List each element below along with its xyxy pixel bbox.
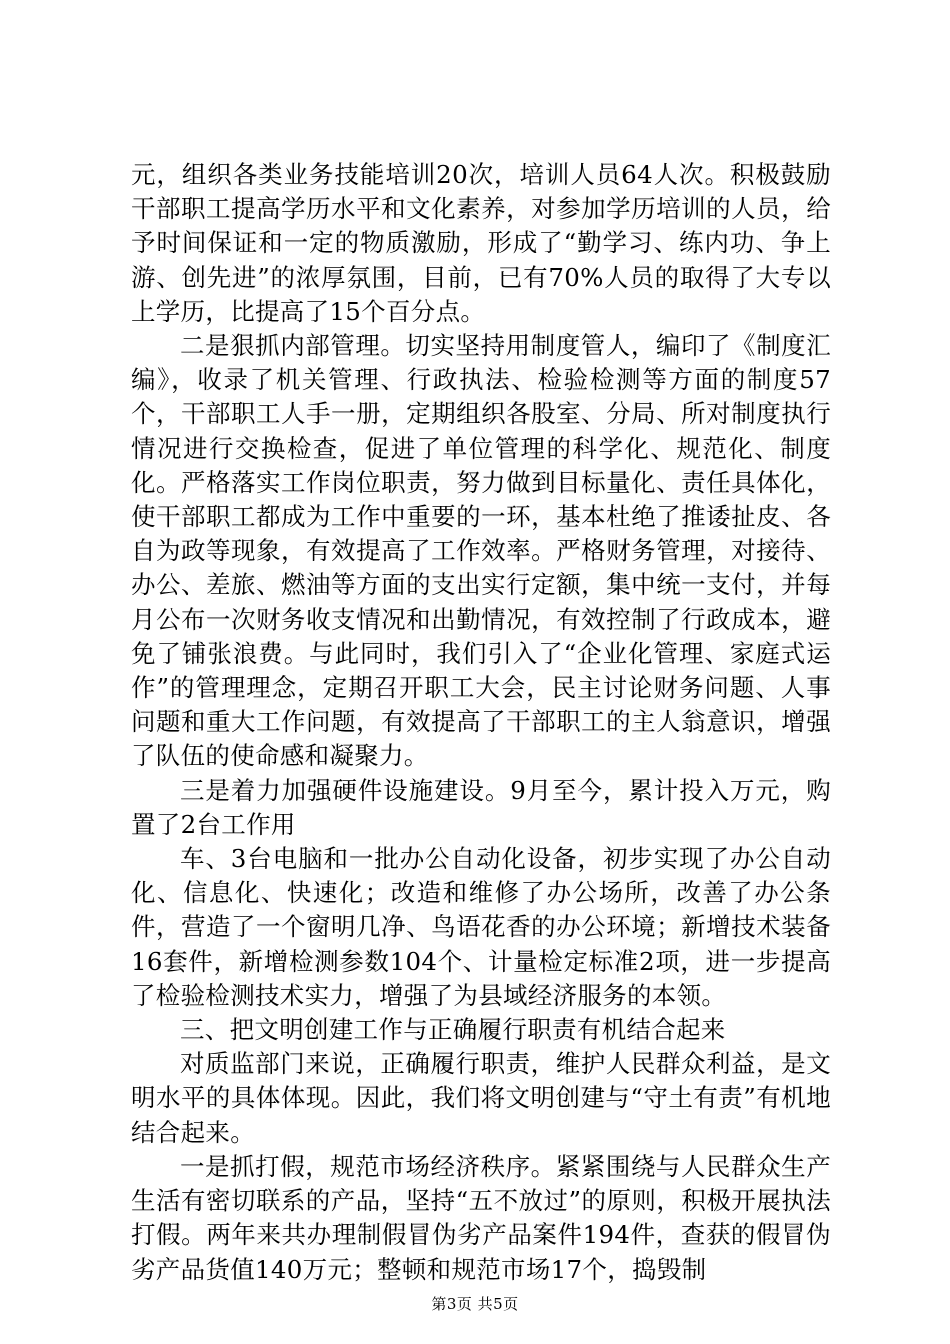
paragraph-4: 车、3台电脑和一批办公自动化设备，初步实现了办公自动化、信息化、快速化；改造和维修了办公场所，改善了办公条件，营造了一个窗明几净、鸟语花香的办公环境；新增技术装备16套件，新增检测参数104个、计量检定标准2项，进一步提高了检验检测技术实力，增强了为县域经济服务的本领。	[131, 844, 831, 1010]
document-body	[131, 158, 831, 1287]
paragraph-5: 对质监部门来说，正确履行职责，维护人民群众利益，是文明水平的具体体现。因此，我们将文明创建与“守土有责”有机地结合起来。	[131, 1049, 831, 1147]
section-heading: 三、把文明创建工作与正确履行职责有机结合起来	[180, 1015, 726, 1045]
paragraph-2: 二是狠抓内部管理。切实坚持用制度管人，编印了《制度汇编》，收录了机关管理、行政执法、检验检测等方面的制度57个，干部职工人手一册，定期组织各股室、分局、所对制度执行情况进行交换检查，促进了单位管理的科学化、规范化、制度化。严格落实工作岗位职责，努力做到目标量化、责任具体化，使干部职工都成为工作中重要的一环，基本杜绝了推诿扯皮、各自为政等现象，有效提高了工作效率。严格财务管理，对接待、办公、差旅、燃油等方面的支出实行定额，集中统一支付，并每月公布一次财务收支情况和出勤情况，有效控制了行政成本，避免了铺张浪费。与此同时，我们引入了“企业化管理、家庭式运作”的管理理念，定期召开职工大会，民主讨论财务问题、人事问题和重大工作问题，有效提高了干部职工的主人翁意识，增强了队伍的使命感和凝聚力。	[131, 331, 832, 771]
paragraph-3: 三是着力加强硬件设施建设。9月至今，累计投入万元，购置了2台工作用	[131, 775, 831, 839]
page-footer: 第3页 共5页	[431, 1295, 519, 1313]
paragraph-6: 一是抓打假，规范市场经济秩序。紧紧围绕与人民群众生产生活有密切联系的产品，坚持“五不放过”的原则，积极开展执法打假。两年来共办理制假冒伪劣产品案件194件，查获的假冒伪劣产品货值140万元；整顿和规范市场17个，捣毁制	[131, 1151, 831, 1284]
paragraph-1: 元，组织各类业务技能培训20次，培训人员64人次。积极鼓励干部职工提高学历水平和文化素养，对参加学历培训的人员，给予时间保证和一定的物质激励，形成了“勤学习、练内功、争上游、创先进”的浓厚氛围，目前，已有70%人员的取得了大专以上学历，比提高了15个百分点。	[131, 160, 832, 326]
